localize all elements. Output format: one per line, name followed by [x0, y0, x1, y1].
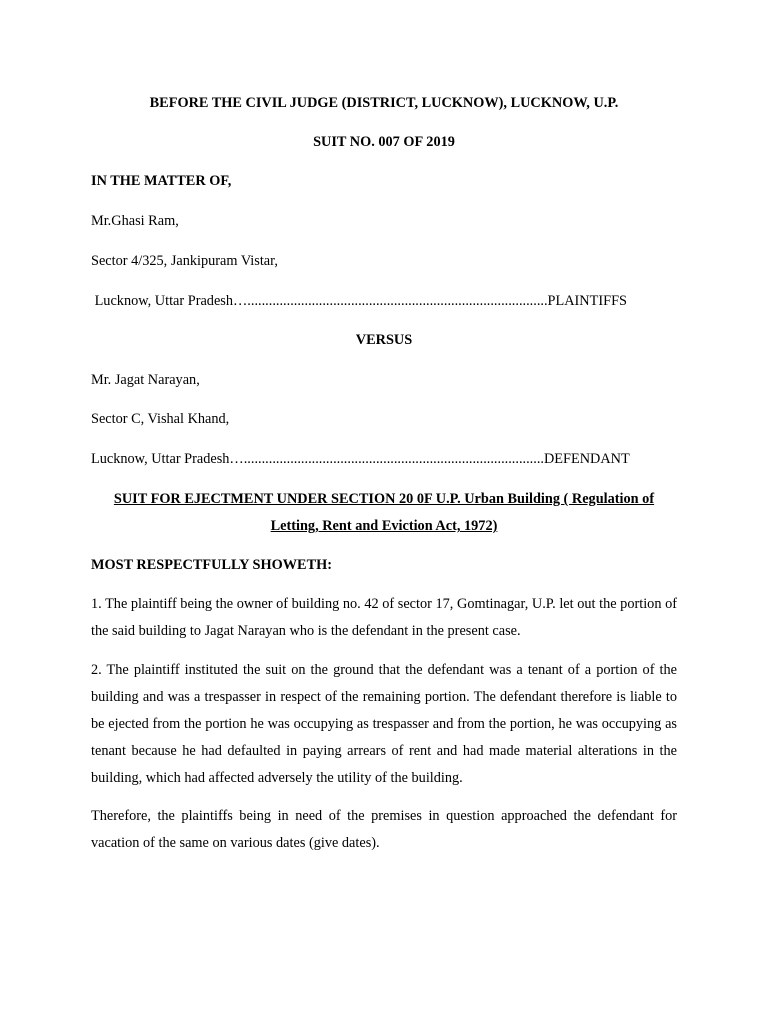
- paragraph-2: [91, 657, 677, 792]
- paragraph-text: Therefore, the plaintiffs being in need of the premises in question approached the defendant for vacation of the same on various dates (give dates).: [91, 808, 677, 851]
- plaintiff-name: Mr.Ghasi Ram,: [91, 213, 179, 229]
- suit-number: SUIT NO. 007 OF 2019: [313, 134, 455, 150]
- plaintiff-address-line1: Sector 4/325, Jankipuram Vistar,: [91, 253, 278, 269]
- paragraph-3: [91, 803, 677, 857]
- defendant-name: Mr. Jagat Narayan,: [91, 372, 200, 388]
- defendant-address-line1: Sector C, Vishal Khand,: [91, 411, 230, 427]
- versus-heading: VERSUS: [355, 332, 413, 348]
- court-heading: BEFORE THE CIVIL JUDGE (DISTRICT, LUCKNOW), LUCKNOW, U.P.: [149, 95, 619, 111]
- plaintiff-address-line2: Lucknow, Uttar Pradesh…....................................................................................PLAINTIFFS: [91, 293, 627, 309]
- showeth-heading: MOST RESPECTFULLY SHOWETH:: [91, 557, 332, 573]
- defendant-address-line2: Lucknow, Uttar Pradesh…....................................................................................DEFENDANT: [91, 451, 630, 467]
- suit-title-line1: SUIT FOR EJECTMENT UNDER SECTION 20 0F U.P. Urban Building ( Regulation of: [113, 491, 655, 507]
- paragraph-1: [91, 591, 677, 645]
- paragraph-text: 2. The plaintiff instituted the suit on the ground that the defendant was a tenant of a portion of the building and was a trespasser in respect of the remaining portion. The defendant therefore is liable to be ejected from the portion he was occupying as trespasser and from the portion, he was occupying as tenant because he had defaulted in paying arrears of rent and had made material alterations in the building, which had affected adversely the utility of the building.: [91, 662, 677, 786]
- suit-title-line2: Letting, Rent and Eviction Act, 1972): [270, 518, 498, 534]
- in-the-matter-heading: IN THE MATTER OF,: [91, 173, 232, 189]
- paragraph-text: 1. The plaintiff being the owner of building no. 42 of sector 17, Gomtinagar, U.P. let out the portion of the said building to Jagat Narayan who is the defendant in the present case.: [91, 596, 677, 639]
